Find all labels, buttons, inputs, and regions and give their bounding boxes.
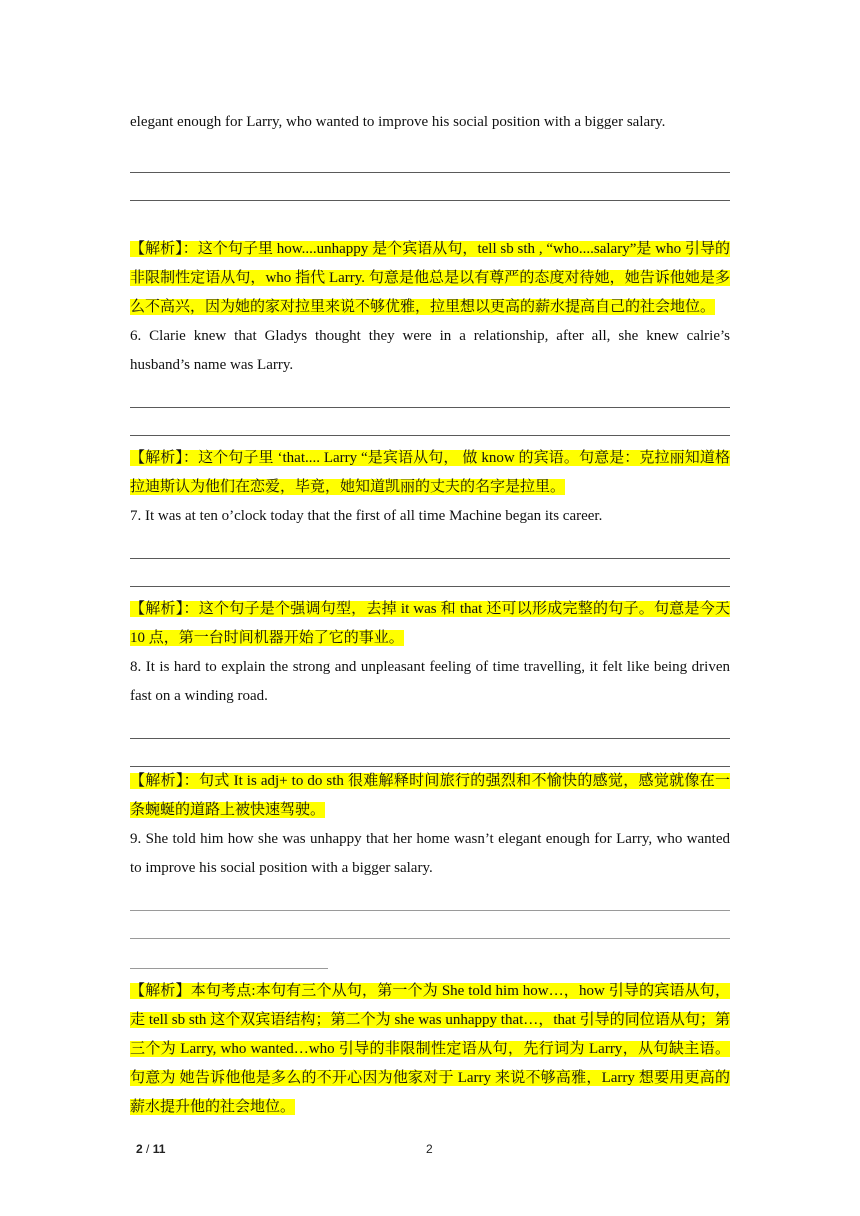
analysis-7 — [130, 595, 730, 653]
page-indicator — [136, 1142, 165, 1156]
answer-line — [130, 408, 730, 436]
analysis-8-text: 【解析】：句式 It is adj+ to do sth 很难解释时间旅行的强烈和不愉快的感觉，感觉就像在一条蜿蜒的道路上被快速驾驶。 — [130, 773, 730, 818]
answer-line — [130, 711, 730, 739]
answer-line — [130, 531, 730, 559]
question-9: 9. She told him how she was unhappy that her home wasn’t elegant enough for Larry, who wanted to improve his social position with a bigger salary. — [130, 831, 730, 876]
page-content — [130, 108, 730, 1122]
answer-line-short — [130, 939, 328, 969]
analysis-9-text: 【解析】本句考点:本句有三个从句，第一个为 She told him how…，how 引导的宾语从句，走 tell sb sth 这个双宾语结构；第二个为 she was unhappy that…，that 引导的同位语从句；第三个为 Larry, who wanted…who 引导的非限制性定语从句，先行词为 Larry，从句缺主语。句意为 她告诉他他是多么的不开心因为他家对于 Larry 来说不够高雅，Larry 想要用更高的薪水提升他的社会地位。 — [130, 983, 730, 1115]
answer-line — [130, 380, 730, 408]
answer-line — [130, 911, 730, 939]
spacer — [130, 201, 730, 235]
analysis-6-text: 【解析】：这个句子里 ‘that.... Larry “是宾语从句， 做 know 的宾语。句意是：克拉丽知道格拉迪斯认为他们在恋爱，毕竟，她知道凯丽的丈夫的名字是拉里。 — [130, 450, 730, 495]
analysis-6 — [130, 444, 730, 502]
analysis-5 — [130, 235, 730, 322]
continuation-text: elegant enough for Larry, who wanted to improve his social position with a bigger salary. — [130, 114, 666, 130]
question-6: 6. Clarie knew that Gladys thought they were in a relationship, after all, she knew calrie’s husband’s name was Larry. — [130, 328, 730, 373]
analysis-8 — [130, 767, 730, 825]
analysis-5-text: 【解析】：这个句子里 how....unhappy 是个宾语从句，tell sb sth , “who....salary”是 who 引导的非限制性定语从句，who 指代 Larry. 句意是他总是以有尊严的态度对待她，她告诉他她是多么不高兴，因为她的家对拉里来说不够优雅，拉里想以更高的薪水提高自己的社会地位。 — [130, 241, 730, 315]
answer-line — [130, 559, 730, 587]
analysis-9 — [130, 977, 730, 1122]
page-total: 11 — [152, 1142, 166, 1156]
page-number: 2 — [426, 1142, 433, 1156]
answer-line — [130, 739, 730, 767]
page-current: 2 — [136, 1142, 143, 1156]
spacer — [130, 587, 730, 595]
answer-line — [130, 137, 730, 173]
page-separator: / — [142, 1142, 153, 1156]
answer-line — [130, 883, 730, 911]
spacer — [130, 436, 730, 444]
question-7: 7. It was at ten o’clock today that the first of all time Machine began its career. — [130, 508, 603, 524]
analysis-7-text: 【解析】：这个句子是个强调句型，去掉 it was 和 that 还可以形成完整的句子。句意是今天 10 点，第一台时间机器开始了它的事业。 — [130, 601, 730, 646]
answer-line — [130, 173, 730, 201]
spacer — [130, 969, 730, 977]
question-8: 8. It is hard to explain the strong and unpleasant feeling of time travelling, it felt like being driven fast on a winding road. — [130, 659, 730, 704]
